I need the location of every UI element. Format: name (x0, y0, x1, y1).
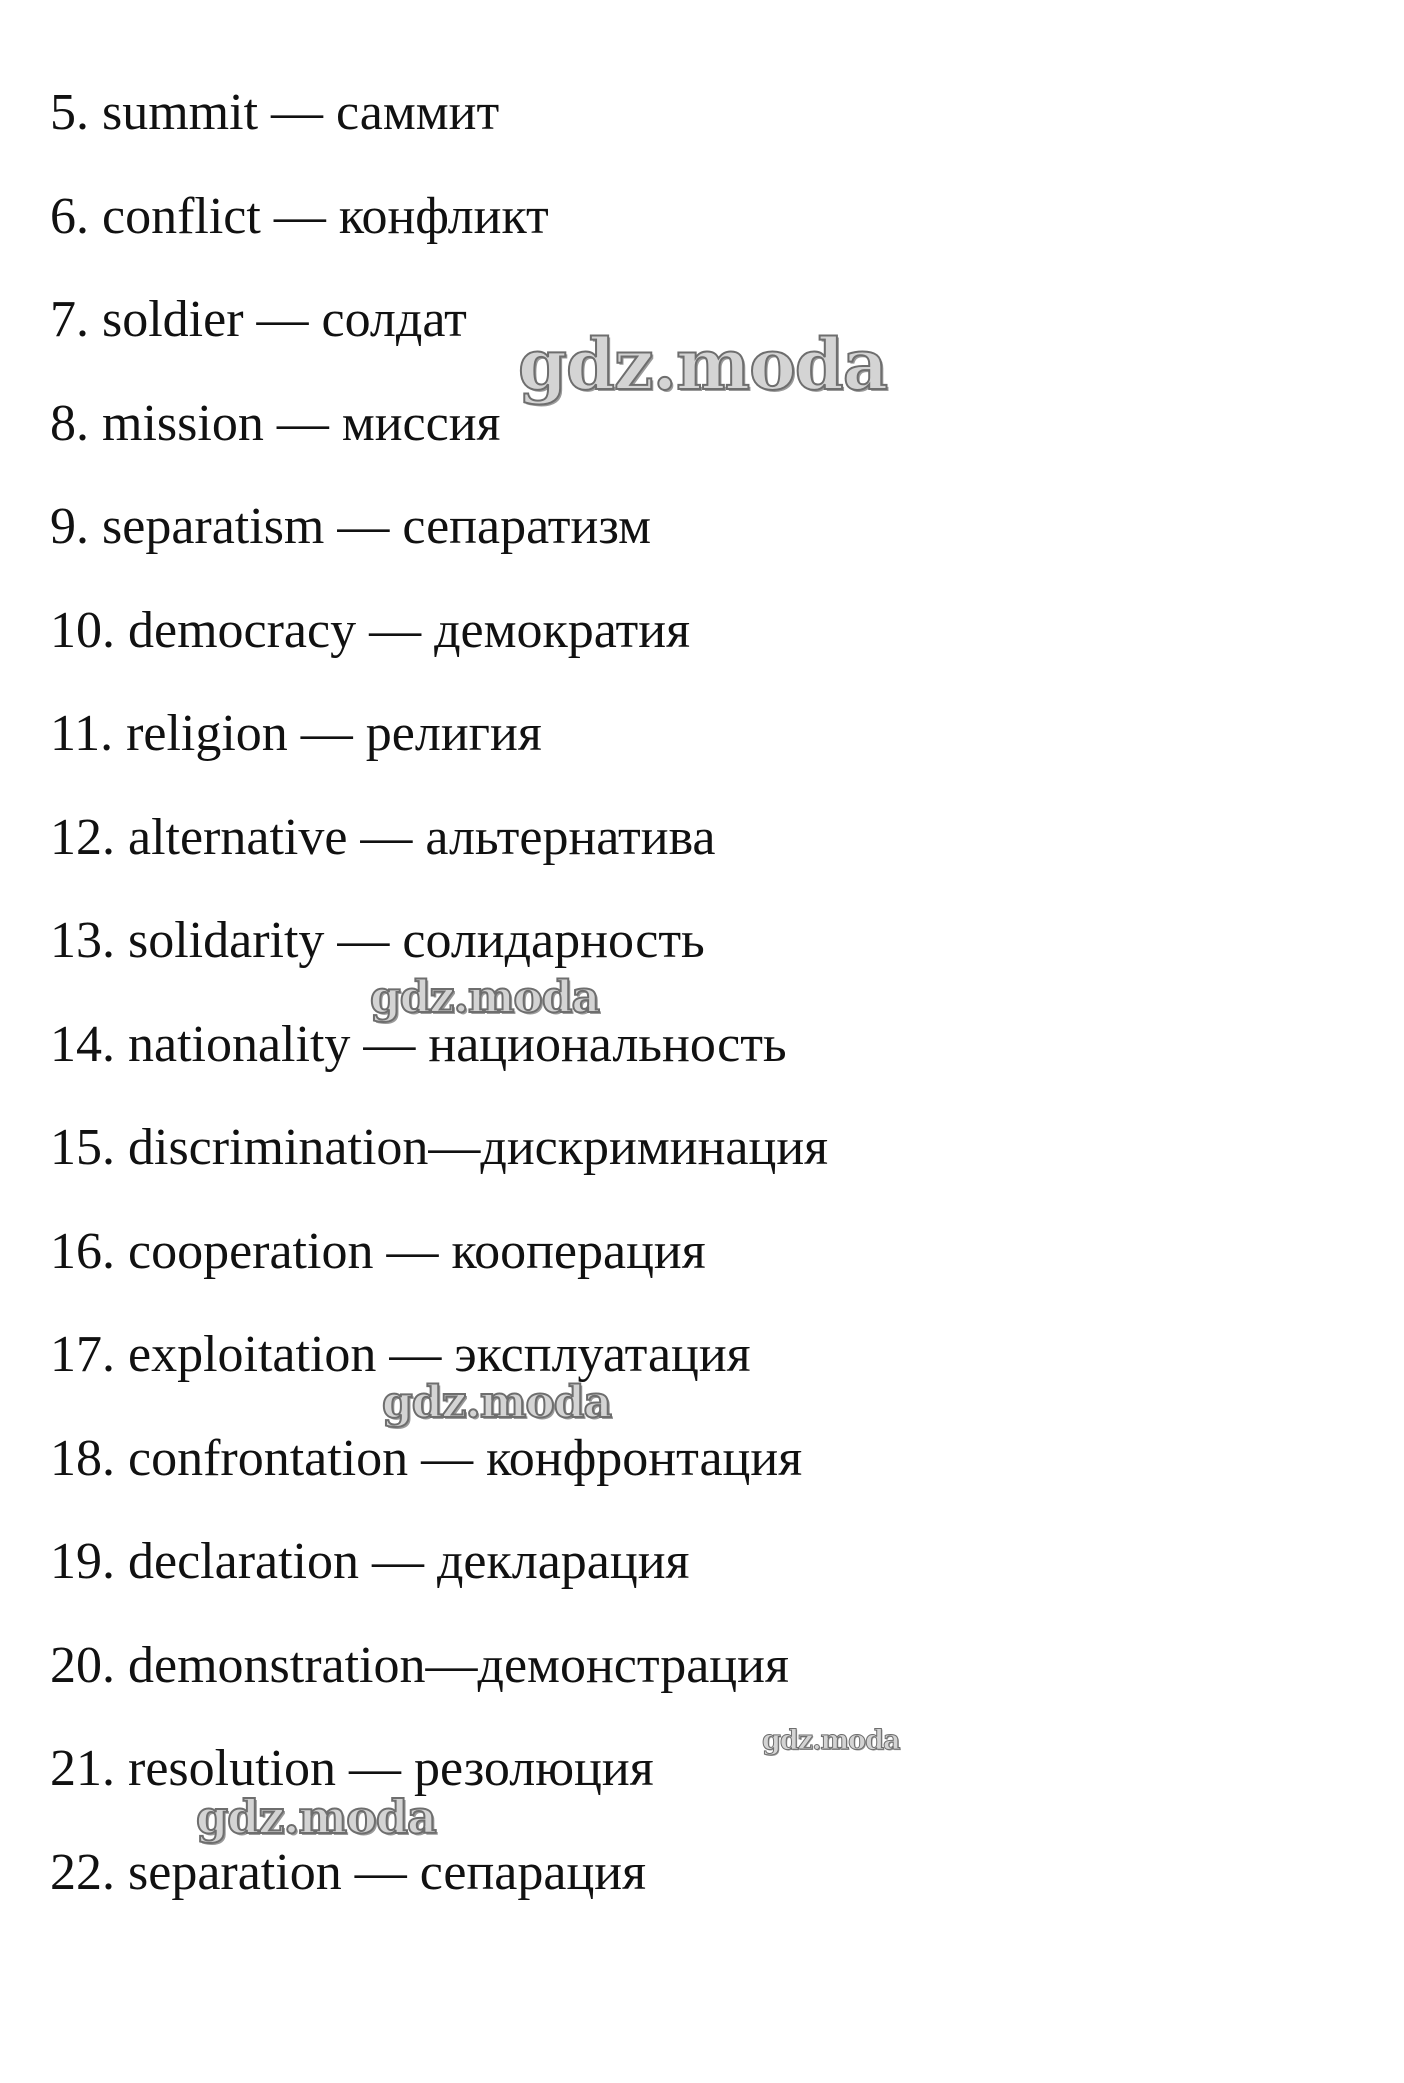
list-item: 19. declaration — декларация (50, 1533, 690, 1590)
list-item: 18. confrontation — конфронтация (50, 1429, 803, 1487)
list-item: 20. demonstration—демонстрация (50, 1636, 789, 1694)
list-item: 17. exploitation — эксплуатация (50, 1326, 751, 1383)
list-item: 15. discrimination—дискриминация (50, 1119, 829, 1176)
watermark: gdz.moda (370, 972, 600, 1023)
list-item: 5. summit — саммит (50, 84, 500, 141)
list-item: 9. separatism — сепаратизм (50, 498, 652, 555)
list-item: 14. nationality — национальность (50, 1015, 787, 1073)
list-item: 13. solidarity — солидарность (50, 912, 705, 969)
list-item: 6. conflict — конфликт (50, 187, 549, 245)
watermark: gdz.moda (762, 1725, 900, 1756)
list-item: 10. democracy — демократия (50, 601, 690, 659)
list-item: 21. resolution — резолюция (50, 1740, 654, 1797)
list-item: 12. alternative — альтернатива (50, 808, 716, 866)
list-item: 16. cooperation — кооперация (50, 1222, 706, 1280)
watermark: gdz.moda (518, 323, 888, 406)
list-item: 7. soldier — солдат (50, 291, 467, 348)
list-item: 22. separation — сепарация (50, 1843, 647, 1901)
list-item: 11. religion — религия (50, 705, 542, 762)
list-item: 8. mission — миссия (50, 394, 501, 452)
watermark: gdz.moda (382, 1377, 612, 1428)
watermark: gdz.moda (196, 1790, 436, 1844)
